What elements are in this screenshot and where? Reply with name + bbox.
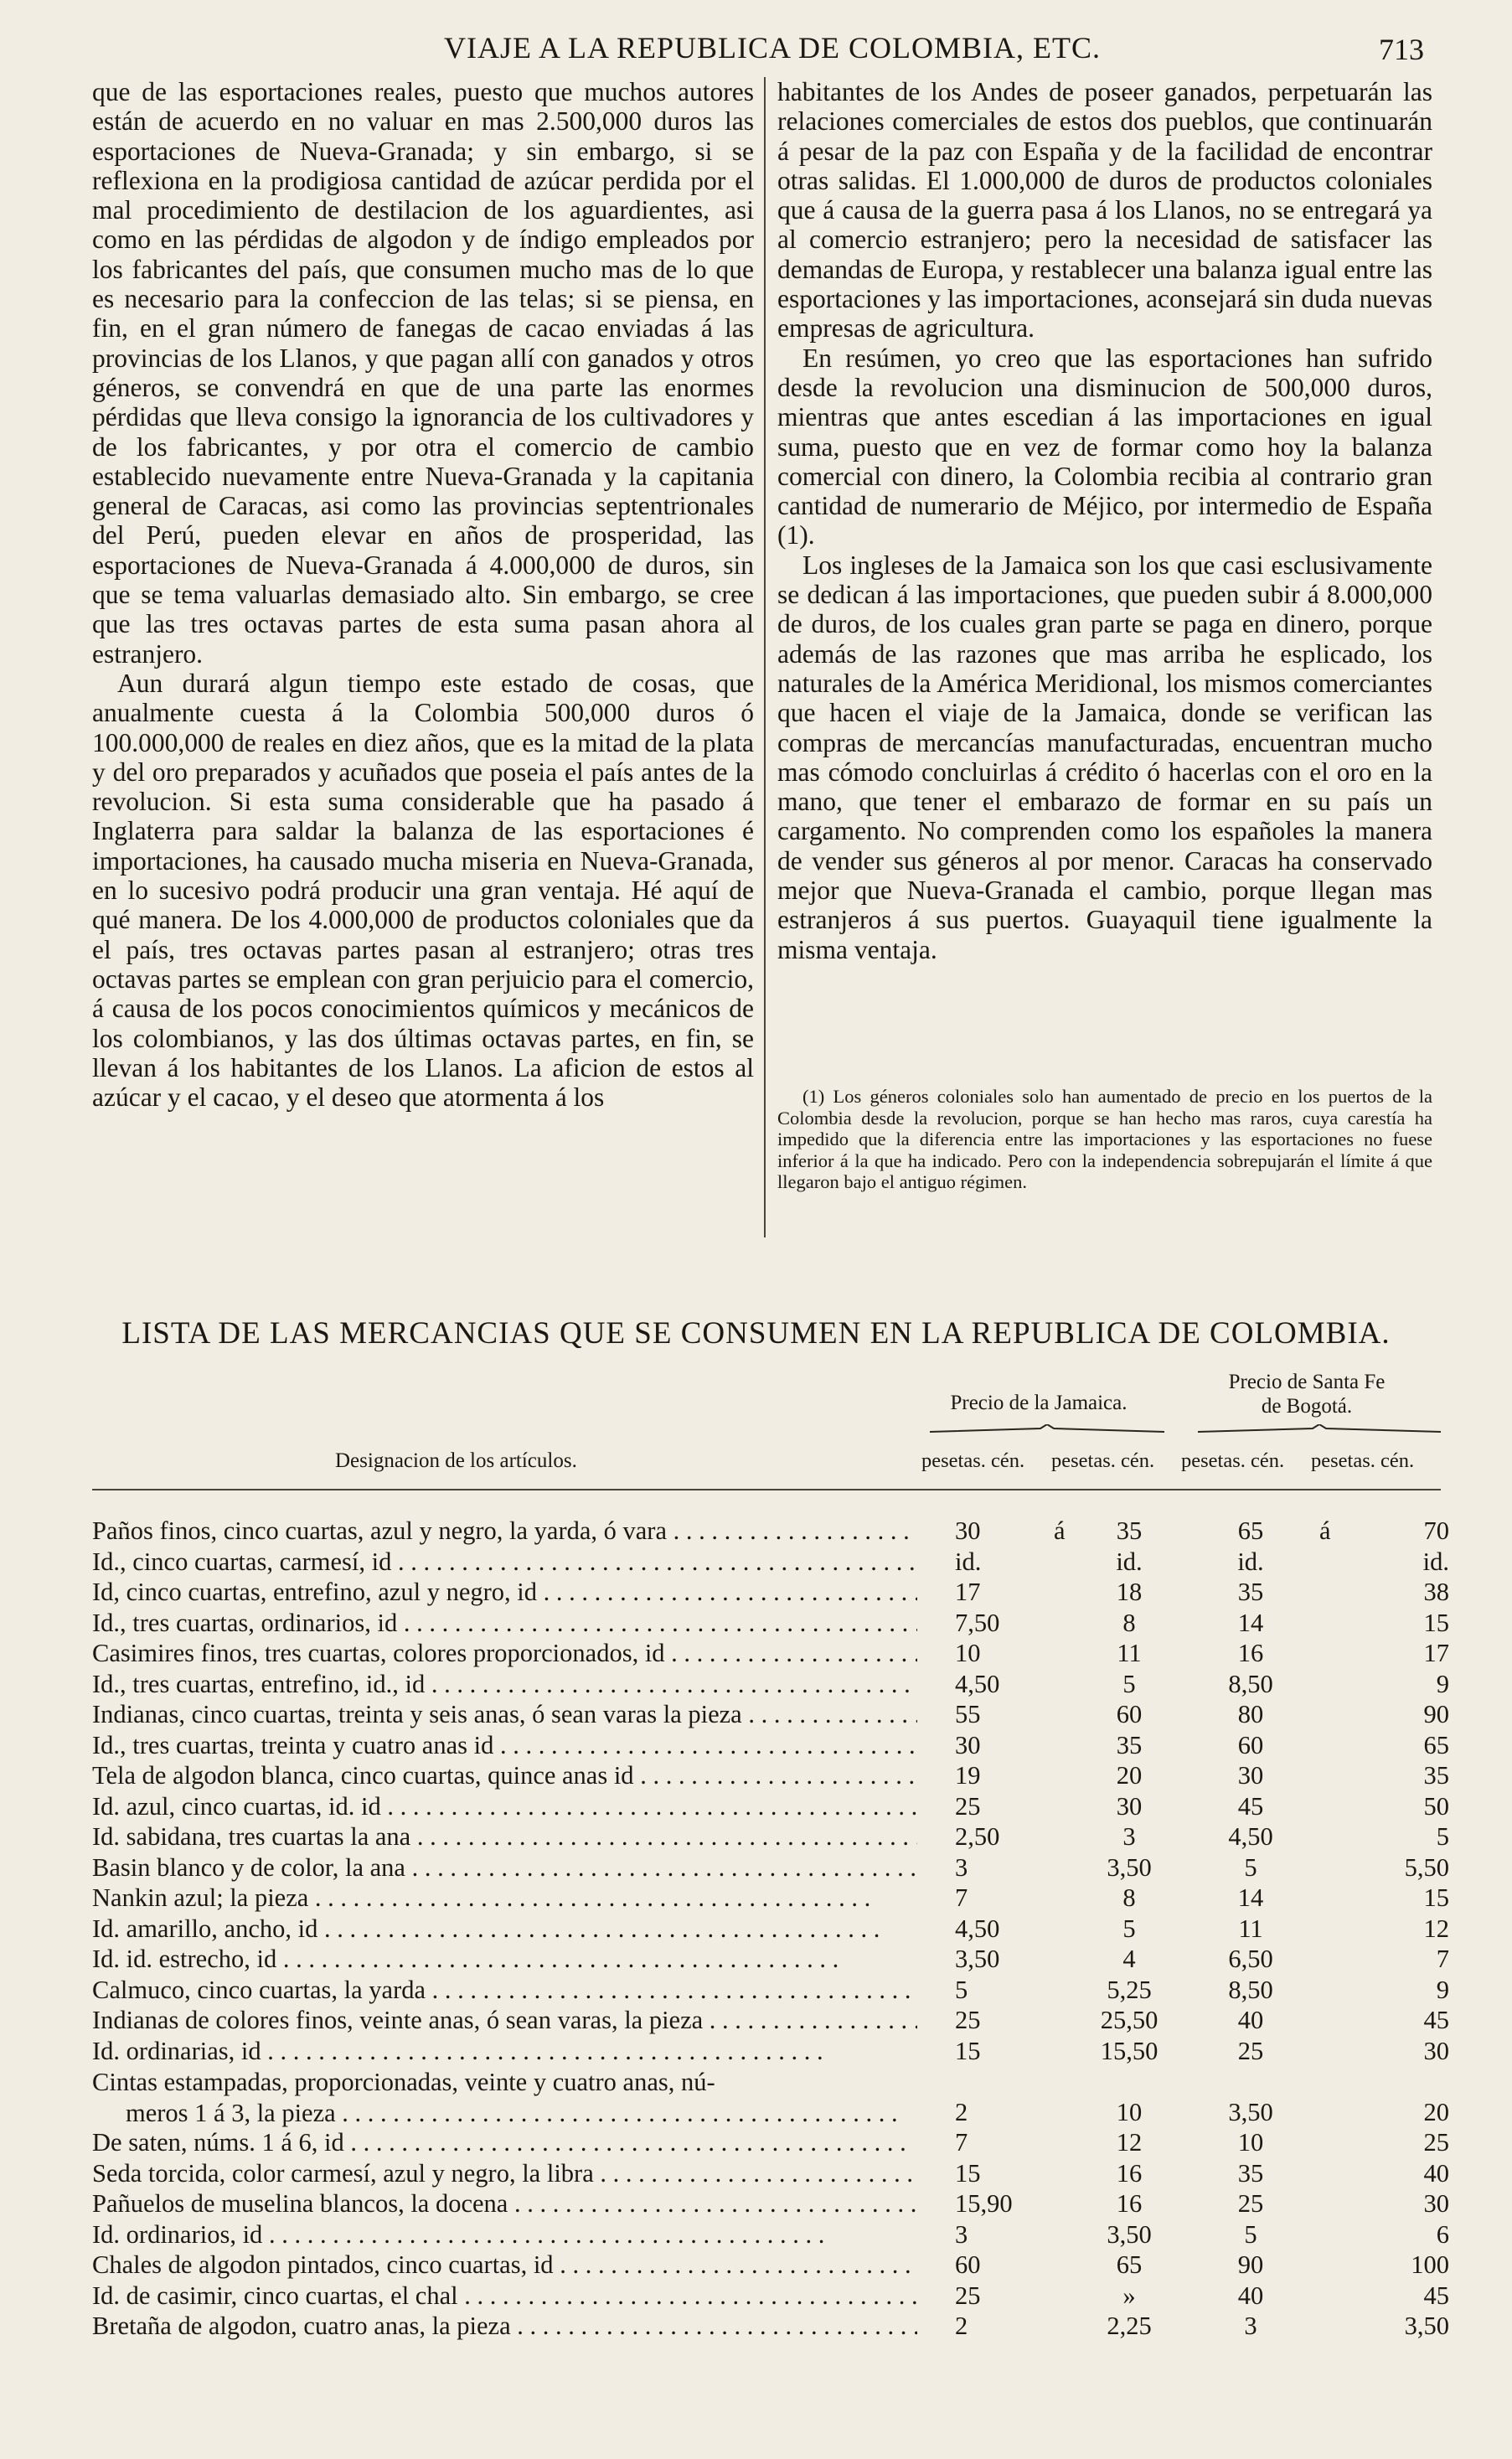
jamaica-price-header: Precio de la Jamaica. [950, 1392, 1128, 1414]
jamaica-price-low: 25 [955, 1791, 981, 1821]
article-name [92, 1853, 917, 1883]
bogota-price-low: 14 [1237, 1608, 1264, 1637]
table-row [92, 2312, 1449, 2343]
table-row [92, 1516, 1449, 1547]
table-row [92, 2281, 1449, 2312]
bogota-price-low: id. [1237, 1547, 1264, 1576]
jamaica-price-low: 30 [955, 1730, 981, 1759]
bogota-price-high: 5,50 [1404, 1852, 1449, 1882]
table-row [92, 2250, 1449, 2281]
article-name [92, 1547, 917, 1577]
paragraph: habitantes de los Andes de poseer ganados, perpetuarán las relaciones comerciales de estos dos pueblos, que continuarán á pesar de la paz con España y de la facilidad de encontrar otras salidas. El 1.000,000 de duros de productos coloniales que á causa de la guerra pasa á los Llanos, no se entregará ya al comercio estranjero; pero la necesidad de satisfacer las demandas de Europa, y restablecer una balanza igual entre las esportaciones y las importaciones, aconsejará sin duda nuevas empresas de agricultura. [777, 77, 1432, 344]
jamaica-price-low: 15 [955, 2036, 981, 2065]
jamaica-price-high: 12 [1116, 2128, 1143, 2157]
bogota-price-low: 40 [1237, 2006, 1264, 2034]
bogota-price-high: 90 [1423, 1700, 1449, 1728]
jamaica-price-high: 30 [1116, 1791, 1143, 1821]
jamaica-price-low: 2 [955, 2097, 968, 2126]
bogota-price-high: 9 [1436, 1669, 1449, 1698]
table-row [92, 1914, 1449, 1945]
bogota-price-low: 6,50 [1228, 1945, 1273, 1973]
article-name [92, 1609, 917, 1638]
article-name [92, 1731, 917, 1760]
article-name [92, 1578, 917, 1607]
article-text: Id. de casimir, cinco cuartas, el chal [92, 2281, 458, 2310]
bogota-price-low: 35 [1237, 2158, 1264, 2188]
jamaica-price-low: 55 [955, 1700, 981, 1728]
article-name [92, 2006, 917, 2035]
bogota-price-header [1173, 1370, 1441, 1418]
range-separator: á [1319, 1516, 1331, 1545]
jamaica-price-low: 4,50 [955, 1914, 1000, 1943]
bogota-price-low: 25 [1237, 2189, 1264, 2218]
bogota-header-line: de Bogotá. [1261, 1395, 1353, 1418]
table-row [92, 1669, 1449, 1701]
table-row [92, 1852, 1449, 1884]
bogota-price-high: 70 [1423, 1516, 1449, 1545]
article-text: Bretaña de algodon, cuatro anas, la pieza [92, 2312, 511, 2340]
jamaica-price-high: 60 [1116, 1700, 1143, 1728]
bogota-price-low: 45 [1237, 1791, 1264, 1821]
bogota-header-line: Precio de Santa Fe [1228, 1371, 1386, 1393]
bogota-price-high: 100 [1411, 2250, 1449, 2279]
bogota-price-high: 45 [1423, 2006, 1449, 2034]
jamaica-price-low: 25 [955, 2006, 981, 2034]
article-text: Casimires finos, tres cuartas, colores proporcionados, id [92, 1639, 665, 1667]
jamaica-price-low: 25 [955, 2281, 981, 2310]
footnote: (1) Los géneros coloniales solo han aumentado de precio en los puertos de la Colombia desde la revolucion, porque se han hecho mas raros, cuya carestía ha impedido que la diferencia entre las importaciones y las esportaciones no fuese inferior á la que ha indicado. Pero con la independencia sobrepujarán el límite á que llegaron bajo el antiguo régimen. [777, 1086, 1432, 1192]
unit-header: pesetas. cén. [1311, 1449, 1415, 1472]
jamaica-price-high: 20 [1116, 1761, 1143, 1790]
jamaica-price-high: 25,50 [1100, 2006, 1159, 2034]
paragraph: que de las esportaciones reales, puesto que muchos autores están de acuerdo en no valuar en mas 2.500,000 duros las esportaciones de Nueva-Granada; y sin embargo, si se reflexiona en la prodigiosa cantidad de azúcar perdida por el mal procedimiento de destilacion de los aguardientes, asi como en las pérdidas de algodon y de índigo empleados por los fabricantes del país, que consumen mucho mas de lo que es necesario para la confeccion de las telas; si se piensa, en fin, en el gran número de fanegas de cacao enviadas á las provincias de los Llanos, y que pagan allí con ganados y otros géneros, se convendrá en que de una parte las enormes pérdidas que lleva consigo la ignorancia de los cultivadores y de los fabricantes, y por otra el comercio de cambio establecido nuevamente entre Nueva-Granada y la capitania general de Caracas, asi como las provincias septentrionales del Perú, pueden elevar en años de prosperidad, las esportaciones de Nueva-Granada á 4.000,000 de duros, sin que se tema valuarlas demasiado alto. Sin embargo, se cree que las tres octavas partes de esta suma pasan ahora al estranjero. [92, 77, 754, 669]
article-text: Id, cinco cuartas, entrefino, azul y negro, id [92, 1578, 537, 1606]
bogota-price-high: 5 [1436, 1822, 1449, 1851]
jamaica-price-low: 2 [955, 2312, 968, 2340]
bogota-price-high: 40 [1423, 2158, 1449, 2188]
jamaica-price-high: 4 [1122, 1945, 1136, 1973]
bogota-price-low: 14 [1237, 1883, 1264, 1912]
paragraph: Los ingleses de la Jamaica son los que casi esclusivamente se dedican á las importaciones, que pueden subir á 8.000,000 de duros, de los cuales gran parte se paga en dinero, porque además de las razones que mas arriba he esplicado, los naturales de la América Meridional, los mismos comerciantes que hacen el viaje de la Jamaica, donde se verifican las compras de mercancías manufacturadas, encuentran mucho mas cómodo concluirlas á crédito ó hacerlas con el oro en la mano, que tener el embarazo de formar en su país un cargamento. No comprenden como los españoles la manera de vender sus géneros al por menor. Caracas ha conservado mejor que Nueva-Granada el cambio, porque llegan mas estranjeros á sus puertos. Guayaquil tiene igualmente la misma ventaja. [777, 550, 1432, 964]
paragraph: En resúmen, yo creo que las esportaciones han sufrido desde la revolucion una disminucion de 500,000 duros, mientras que antes escedian á las importaciones en igual suma, puesto que en vez de formar como hoy la balanza comercial con dinero, la Colombia recibia al contrario gran cantidad de numerario de Méjico, por intermedio de España (1). [777, 343, 1432, 550]
jamaica-price-high: 5 [1122, 1669, 1136, 1698]
article-text: Nankin azul; la pieza [92, 1883, 309, 1912]
bogota-price-high: 65 [1423, 1730, 1449, 1759]
jamaica-price-high: 35 [1116, 1730, 1143, 1759]
bogota-price-low: 4,50 [1228, 1822, 1273, 1851]
jamaica-price-high: 35 [1116, 1516, 1143, 1545]
bogota-price-high: 30 [1423, 2189, 1449, 2218]
jamaica-price-high: 8 [1122, 1608, 1136, 1637]
unit-headers [921, 1449, 1441, 1475]
article-name [92, 1792, 917, 1821]
article-name [92, 1761, 917, 1790]
table-row [92, 1730, 1449, 1762]
unit-header: pesetas. cén. [1051, 1449, 1155, 1472]
table-row [92, 2067, 1449, 2128]
bogota-price-low: 5 [1244, 1852, 1257, 1882]
jamaica-price-low: id. [955, 1547, 982, 1576]
jamaica-price-high: 3 [1122, 1822, 1136, 1851]
article-name [92, 2312, 917, 2341]
jamaica-price-high: id. [1116, 1547, 1143, 1576]
brace-jamaica [930, 1424, 1164, 1433]
bogota-price-low: 16 [1237, 1639, 1264, 1667]
bogota-price-low: 11 [1238, 1914, 1263, 1943]
article-text: Tela de algodon blanca, cinco cuartas, quince anas id [92, 1761, 634, 1790]
table-row [92, 2189, 1449, 2220]
article-name [92, 1670, 917, 1699]
article-name [92, 1516, 917, 1546]
bogota-price-high: 3,50 [1404, 2312, 1449, 2340]
table-row [92, 2158, 1449, 2190]
bogota-price-high: 15 [1423, 1883, 1449, 1912]
jamaica-price-high: 16 [1116, 2189, 1143, 2218]
jamaica-price-low: 5 [955, 1975, 968, 2004]
jamaica-price-low: 7 [955, 2128, 968, 2157]
bogota-price-low: 25 [1237, 2036, 1264, 2065]
jamaica-price-high: » [1122, 2281, 1136, 2310]
jamaica-price-low: 17 [955, 1578, 981, 1606]
article-text: Id., cinco cuartas, carmesí, id [92, 1547, 392, 1576]
article-name [92, 1945, 917, 1974]
bogota-price-high: 50 [1423, 1791, 1449, 1821]
article-text: Indianas de colores finos, veinte anas, ó sean varas, la pieza [92, 2006, 704, 2034]
table-row [92, 1639, 1449, 1670]
bogota-price-high: 15 [1423, 1608, 1449, 1637]
jamaica-price-low: 4,50 [955, 1669, 1000, 1698]
article-name [92, 1639, 917, 1668]
table-rule [92, 1489, 1441, 1490]
jamaica-price-high: 65 [1116, 2250, 1143, 2279]
jamaica-price-high: 16 [1116, 2158, 1143, 2188]
jamaica-price-high: 5 [1122, 1914, 1136, 1943]
bogota-price-high: 30 [1423, 2036, 1449, 2065]
bogota-price-low: 65 [1237, 1516, 1264, 1545]
article-name [92, 1883, 917, 1913]
article-name [92, 1700, 917, 1729]
jamaica-price-low: 2,50 [955, 1822, 1000, 1851]
table-row [92, 1975, 1449, 2007]
bogota-price-high: 6 [1436, 2219, 1449, 2249]
range-separator: á [1054, 1516, 1066, 1545]
article-name [92, 2067, 917, 2128]
unit-header: pesetas. cén. [921, 1449, 1025, 1472]
jamaica-price-low: 15,90 [955, 2189, 1013, 2218]
bogota-price-low: 40 [1237, 2281, 1264, 2310]
bogota-price-low: 90 [1237, 2250, 1264, 2279]
paragraph: Aun durará algun tiempo este estado de cosas, que anualmente cuesta á la Colombia 500,000 duros ó 100.000,000 de reales en diez años, que es la mitad de la plata y del oro preparados y acuñados que poseia el país antes de la revolucion. Si esta suma considerable que ha pasado á Inglaterra para saldar la balanza de las esportaciones é importaciones, ha causado mucha miseria en Nueva-Granada, en lo sucesivo podrá producir una gran ventaja. Hé aquí de qué manera. De los 4.000,000 de productos coloniales que da el país, tres octavas partes pasan al estranjero; otras tres octavas partes se emplean con gran perjuicio para el comercio, á causa de los pocos conocimientos químicos y mecánicos de los colombianos, y las dos últimas octavas partes, en fin, se llevan á los habitantes de los Llanos. La aficion de estos al azúcar y el cacao, y el deseo que atormenta á los [92, 668, 754, 1113]
right-column [777, 77, 1432, 964]
column-divider [764, 77, 766, 1237]
left-column [92, 77, 754, 1112]
article-text: Chales de algodon pintados, cinco cuartas, id [92, 2250, 554, 2279]
article-name [92, 2250, 917, 2280]
price-table-rows [92, 1516, 1449, 2343]
bogota-price-low: 80 [1237, 1700, 1264, 1728]
jamaica-price-high: 2,25 [1107, 2312, 1152, 2340]
article-text: Id. azul, cinco cuartas, id. id [92, 1791, 381, 1821]
article-text: Seda torcida, color carmesí, azul y negro, la libra [92, 2158, 594, 2188]
unit-header: pesetas. cén. [1181, 1449, 1285, 1472]
table-row [92, 1822, 1449, 1853]
article-name [92, 1976, 917, 2005]
table-row [92, 1761, 1449, 1792]
page-number: 713 [1379, 33, 1424, 66]
table-row [92, 1608, 1449, 1640]
jamaica-price-low: 7 [955, 1883, 968, 1912]
bogota-price-low: 30 [1237, 1761, 1264, 1790]
table-row [92, 1578, 1449, 1609]
article-text: Id., tres cuartas, entrefino, id., id [92, 1669, 426, 1698]
jamaica-price-high: 3,50 [1107, 1852, 1152, 1882]
jamaica-price-low: 3 [955, 1852, 968, 1882]
jamaica-price-low: 15 [955, 2158, 981, 2188]
page-header [92, 30, 1424, 74]
article-text: Id. ordinarios, id [92, 2219, 263, 2249]
article-text: Calmuco, cinco cuartas, la yarda [92, 1975, 426, 2004]
jamaica-price-high: 3,50 [1107, 2219, 1152, 2249]
running-title: VIAJE A LA REPUBLICA DE COLOMBIA, ETC. [444, 31, 1102, 65]
table-row [92, 1547, 1449, 1578]
article-text: Pañuelos de muselina blancos, la docena [92, 2189, 508, 2218]
designation-header: Designacion de los artículos. [335, 1449, 577, 1472]
bogota-price-low: 5 [1244, 2219, 1257, 2249]
jamaica-price-low: 10 [955, 1639, 981, 1667]
article-name [92, 1914, 917, 1944]
bogota-price-high: 38 [1423, 1578, 1449, 1606]
bogota-price-low: 8,50 [1228, 1669, 1273, 1698]
article-text: Id. amarillo, ancho, id [92, 1914, 318, 1943]
article-text: Id. id. estrecho, id [92, 1945, 277, 1973]
table-row [92, 1945, 1449, 1976]
article-text: Indianas, cinco cuartas, treinta y seis anas, ó sean varas la pieza [92, 1700, 742, 1728]
table-row [92, 1791, 1449, 1823]
table-title: LISTA DE LAS MERCANCIAS QUE SE CONSUMEN EN LA REPUBLICA DE COLOMBIA. [121, 1316, 1391, 1351]
brace-bogota [1198, 1424, 1441, 1433]
jamaica-price-low: 7,50 [955, 1608, 1000, 1637]
jamaica-price-low: 19 [955, 1761, 981, 1790]
jamaica-price-high: 11 [1117, 1639, 1142, 1667]
article-name [92, 2037, 917, 2066]
bogota-price-low: 60 [1237, 1730, 1264, 1759]
article-line: Cintas estampadas, proporcionadas, veinte y cuatro anas, nú- [92, 2068, 715, 2096]
article-name [92, 2220, 917, 2250]
bogota-price-low: 8,50 [1228, 1975, 1273, 2004]
bogota-price-high: 35 [1423, 1761, 1449, 1790]
table-row [92, 2219, 1449, 2251]
article-name [92, 2189, 917, 2219]
article-text: Basin blanco y de color, la ana [92, 1852, 405, 1882]
article-name [92, 2128, 917, 2157]
table-row [92, 2036, 1449, 2068]
bogota-price-low: 3,50 [1228, 2097, 1273, 2126]
jamaica-price-low: 30 [955, 1516, 981, 1545]
jamaica-price-high: 8 [1122, 1883, 1136, 1912]
bogota-price-low: 10 [1237, 2128, 1264, 2157]
bogota-price-high: 17 [1423, 1639, 1449, 1667]
jamaica-price-high: 5,25 [1107, 1975, 1152, 2004]
jamaica-price-low: 3,50 [955, 1945, 1000, 1973]
jamaica-price-low: 60 [955, 2250, 981, 2279]
bogota-price-high: 45 [1423, 2281, 1449, 2310]
table-row [92, 2128, 1449, 2159]
bogota-price-high: 9 [1436, 1975, 1449, 2004]
bogota-price-low: 3 [1244, 2312, 1257, 2340]
bogota-price-low: 35 [1237, 1578, 1264, 1606]
bogota-price-high: 20 [1423, 2097, 1449, 2126]
table-row [92, 1883, 1449, 1914]
article-text: De saten, núms. 1 á 6, id [92, 2128, 344, 2157]
bogota-price-high: 25 [1423, 2128, 1449, 2157]
article-name [92, 1822, 917, 1852]
bogota-price-high: 7 [1436, 1945, 1449, 1973]
jamaica-price-high: 15,50 [1100, 2036, 1159, 2065]
jamaica-price-high: 10 [1116, 2097, 1143, 2126]
article-text: Id. sabidana, tres cuartas la ana [92, 1822, 411, 1851]
article-text: Id., tres cuartas, treinta y cuatro anas id [92, 1730, 494, 1759]
article-line: meros 1 á 3, la pieza [126, 2098, 336, 2127]
article-name [92, 2159, 917, 2188]
table-row [92, 1700, 1449, 1731]
bogota-price-high: 12 [1423, 1914, 1449, 1943]
jamaica-price-low: 3 [955, 2219, 968, 2249]
article-name [92, 2281, 917, 2311]
table-row [92, 2006, 1449, 2037]
article-text: Paños finos, cinco cuartas, azul y negro, la yarda, ó vara [92, 1516, 667, 1545]
article-text: Id., tres cuartas, ordinarios, id [92, 1608, 398, 1637]
jamaica-price-high: 18 [1116, 1578, 1143, 1606]
bogota-price-high: id. [1422, 1547, 1449, 1576]
article-text: Id. ordinarias, id [92, 2036, 261, 2065]
